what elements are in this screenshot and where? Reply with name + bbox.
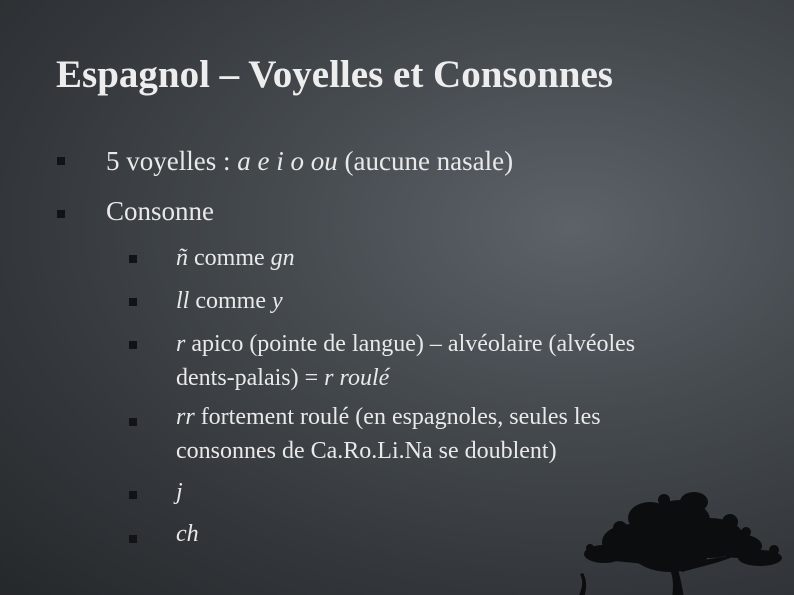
sub-bullet-square-icon xyxy=(129,491,137,499)
bullet-voyelles xyxy=(106,145,513,177)
sub-bullet-square-icon xyxy=(129,255,137,263)
voyelles-prefix: 5 voyelles : xyxy=(106,146,238,176)
consonne-item-ll xyxy=(176,284,283,318)
equivalent: y xyxy=(271,288,283,314)
item-text: dents-palais) = xyxy=(176,365,325,391)
letter: rr xyxy=(176,404,195,430)
consonne-item-ch xyxy=(176,517,199,551)
item-line-1 xyxy=(176,400,601,434)
item-text: apico (pointe de langue) – alvéolaire (alvéoles xyxy=(185,331,636,357)
equivalent: r roulé xyxy=(324,365,390,391)
letter: ch xyxy=(176,521,199,547)
bullet-square-icon xyxy=(57,157,65,165)
voyelles-list: a e i o ou xyxy=(237,146,338,176)
sub-bullet-square-icon xyxy=(129,418,137,426)
item-line-2 xyxy=(176,361,635,395)
bullet-consonne xyxy=(106,195,214,227)
letter: ñ xyxy=(176,245,188,271)
sub-bullet-square-icon xyxy=(129,298,137,306)
slide-title: Espagnol – Voyelles et Consonnes xyxy=(56,53,613,96)
sub-bullet-square-icon xyxy=(129,535,137,543)
consonne-item-r xyxy=(176,327,635,395)
letter: j xyxy=(176,479,183,505)
tree-silhouette-icon xyxy=(560,488,794,595)
letter: ll xyxy=(176,288,190,314)
equivalent: gn xyxy=(270,245,295,271)
consonne-item-rr xyxy=(176,400,601,468)
consonne-item-j xyxy=(176,475,183,509)
item-text: comme xyxy=(188,245,271,271)
item-text: fortement roulé (en espagnoles, seules les xyxy=(194,404,601,430)
letter: r xyxy=(176,331,186,357)
consonne-item-n-tilde xyxy=(176,241,295,275)
item-text: comme xyxy=(189,288,272,314)
item-line-2 xyxy=(176,434,601,468)
bullet-square-icon xyxy=(57,210,65,218)
consonne-label: Consonne xyxy=(106,196,214,226)
item-line-1 xyxy=(176,327,635,361)
voyelles-suffix: (aucune nasale) xyxy=(337,146,514,176)
sub-bullet-square-icon xyxy=(129,341,137,349)
item-text: consonnes de Ca.Ro.Li.Na se doublent) xyxy=(176,438,557,464)
